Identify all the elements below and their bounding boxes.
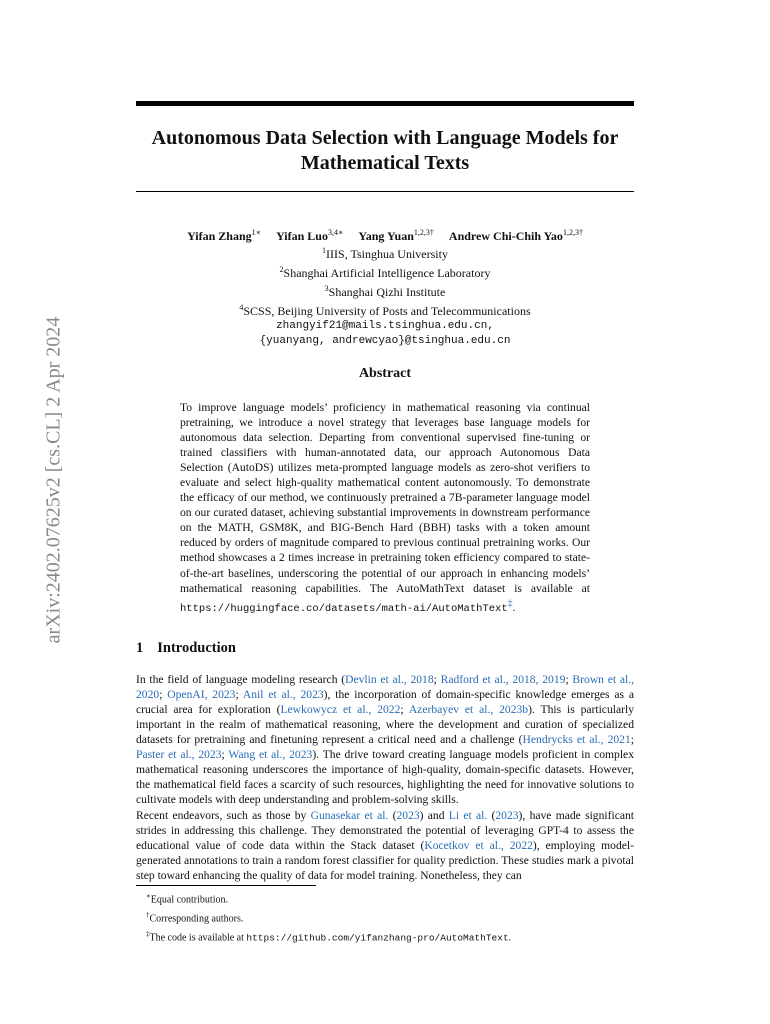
citation-link[interactable]: Anil et al., 2023: [242, 688, 324, 702]
affiliation: $^4$SCSS, Beijing University of Posts and Telecommunications: [239, 303, 531, 318]
affiliation: $^1$IIIS, Tsinghua University: [322, 246, 448, 261]
abstract-text: To improve language models’ proficiency in mathematical reasoning via continual pretraining, we introduce a novel strategy that leverages base language models for autonomous data selection. Departing from conventional supervised fine-tuning or trained classifiers with human-annotated data, our approach Autonomous Data Selection (AutoDS) utilizes meta-prompted language models as zero-shot verifiers to evaluate and select high-quality mathematical content autonomously. To demonstrate the efficacy of our method, we continuously pretrained a 7B-parameter language model on our curated dataset, achieving substantial improvements in downstream performance on the MATH, GSM8K, and BIG-Bench Hard (BBH) tasks with a token amount reduced by orders of magnitude compared to previous continual pretraining works. Our method showcases a 2 times increase in pretraining token efficiency compared to state-of-the-art baselines, underscoring the potential of our approach in enhancing models’ mathematical reasoning capabilities. The AutoMathText dataset is available at https://huggingface.co/datasets/math-ai/AutoMathText‡.: [180, 401, 590, 615]
footnote: †Corresponding authors.: [146, 910, 244, 925]
footnotes: [146, 889, 511, 945]
footnote: ∗Equal contribution.: [146, 892, 228, 906]
author: Yifan Luo$^{3,4∗}$: [276, 228, 344, 243]
section-heading: 1 Introduction: [136, 640, 236, 656]
affiliation: $^3$Shanghai Qizhi Institute: [324, 284, 446, 299]
email-line: zhangyif21@mails.tsinghua.edu.cn,: [276, 320, 494, 332]
affiliations: [136, 243, 634, 349]
author: Yang Yuan$^{1,2,3\dagger}$: [358, 228, 434, 243]
paper-title: [136, 126, 634, 176]
arxiv-side-identifier: arXiv:2402.07625v2 [cs.CL] 2 Apr 2024: [42, 316, 65, 644]
title-line-2: Mathematical Texts: [300, 152, 470, 174]
citation-link[interactable]: Azerbayev et al., 2023b: [408, 703, 529, 717]
footnote-rule: [136, 885, 316, 886]
citation-link[interactable]: 2023: [495, 809, 519, 822]
abstract-heading: Abstract: [358, 366, 412, 381]
citation-link[interactable]: Gunasekar et al.: [310, 809, 389, 822]
affiliation: $^2$Shanghai Artificial Intelligence Laboratory: [279, 265, 491, 280]
citation-link[interactable]: Hendrycks et al., 2021: [522, 733, 631, 747]
email-line: {yuanyang, andrewcyao}@tsinghua.edu.cn: [259, 335, 511, 347]
citation-link[interactable]: Kocetkov et al., 2022: [424, 839, 533, 853]
code-url[interactable]: https://github.com/yifanzhang-pro/AutoMathText: [246, 931, 509, 943]
author-list: [136, 228, 634, 244]
author: Yifan Zhang$^{1∗}$: [187, 228, 262, 243]
author: Andrew Chi-Chih Yao$^{1,2,3\dagger}$: [448, 228, 583, 243]
title-top-rule: [136, 101, 634, 106]
citation-link[interactable]: Devlin et al., 2018: [345, 673, 434, 686]
citation-link[interactable]: Brown et al., 2020: [136, 673, 635, 702]
citation-link[interactable]: Li et al.: [448, 809, 488, 822]
footnote: ‡The code is available at https://github.com/yifanzhang-pro/AutoMathText.: [146, 929, 512, 943]
intro-paragraph-1: In the field of language modeling research (Devlin et al., 2018; Radford et al., 2018, 2019; Brown et al., 2020; OpenAI, 2023; Anil et al., 2023), the incorporation of domain-specific knowledge emerges as a crucial area for exploration (Lewkowycz et al., 2022; Azerbayev et al., 2023b). This is particularly important in the realm of mathematical reasoning, where the development and curation of specialized datasets for pretraining and finetuning represent a critical need and a challenge (Hendrycks et al., 2021; Paster et al., 2023; Wang et al., 2023). The drive toward creating language models proficient in complex mathematical reasoning underscores the importance of high-quality, domain-specific datasets. However, the mathematical field faces a scarcity of such resources, highlighting the need for innovative solutions to cultivate models with deep understanding and problem-solving skills.: [136, 673, 635, 807]
title-bottom-rule: [136, 191, 634, 192]
citation-link[interactable]: Radford et al., 2018, 2019: [440, 673, 566, 686]
citation-link[interactable]: 2023: [396, 809, 420, 822]
dataset-url[interactable]: https://huggingface.co/datasets/math-ai/AutoMathText: [180, 602, 508, 615]
citation-link[interactable]: OpenAI, 2023: [167, 688, 236, 702]
citation-link[interactable]: Lewkowycz et al., 2022: [280, 703, 401, 717]
footnote-ref[interactable]: ‡: [507, 597, 513, 609]
citation-link[interactable]: Paster et al., 2023: [136, 748, 222, 762]
intro-paragraph-2: Recent endeavors, such as those by Gunasekar et al. (2023) and Li et al. (2023), have made significant strides in addressing this challenge. They demonstrated the potential of leveraging GPT-4 to assess the educational value of code data within the Stack dataset (Kocetkov et al., 2022), employing model-generated annotations to train a random forest classifier for quality prediction. These studies mark a pivotal step toward enhancing the quality of data for model training. Nonetheless, they can: [136, 809, 635, 883]
title-line-1: Autonomous Data Selection with Language Models for: [151, 127, 619, 149]
citation-link[interactable]: Wang et al., 2023: [228, 748, 313, 762]
